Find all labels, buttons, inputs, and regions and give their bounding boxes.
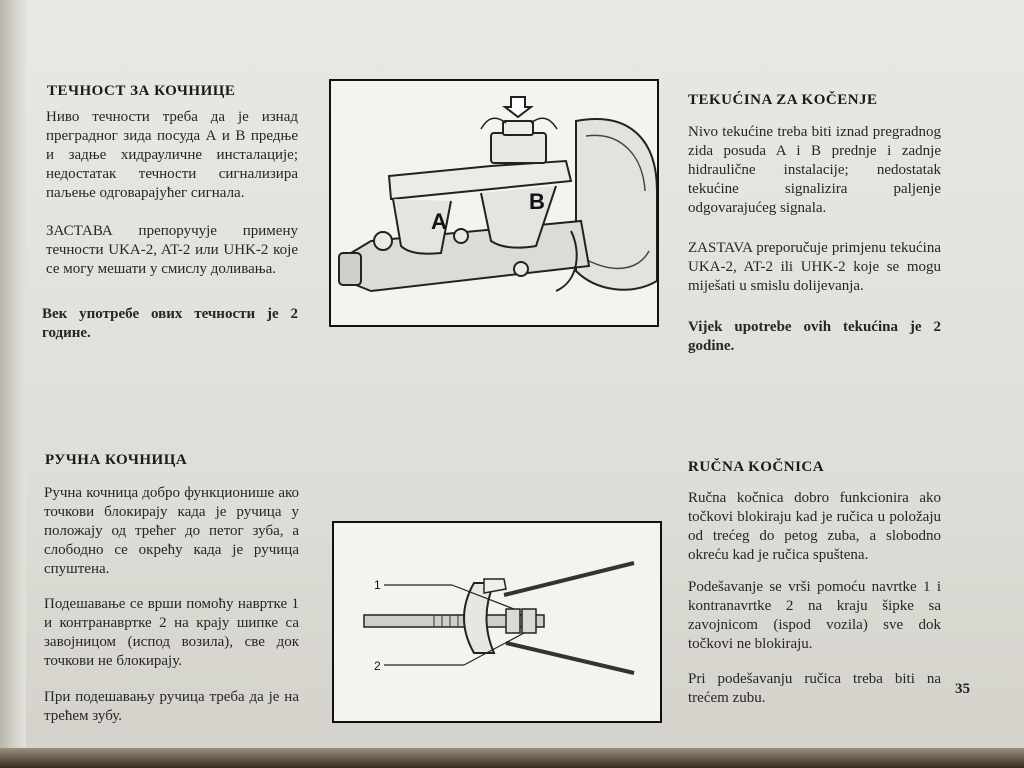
reservoir-label-b: B (529, 189, 545, 214)
right-section2-paragraph-1: Ručna kočnica dobro funkcionira ako točkovi blokiraju kad je ručica u položaju od trećeg do petog zuba, a slobodno okreću kad je ručica spuštena. (688, 490, 941, 563)
lock-nut-label-2: 2 (374, 659, 381, 673)
right-section1-note: Vijek upotrebe ovih tekućina je 2 godine. (688, 319, 941, 354)
left-section2-paragraph-1: Ручна кочница добро функционише ако точкови блокирају када је ручица у положају од трећег до петог зуба, а слободно се окрећу када је ручица спуштена. (44, 485, 299, 577)
hand-brake-adjustment-figure (332, 521, 662, 723)
reservoir-label-a: A (431, 209, 447, 234)
left-section1-title: ТЕЧНОСТ ЗА КОЧНИЦЕ (47, 83, 236, 99)
left-section1-paragraph-2: ЗАСТАВА препоручује примену течности UKA-2, AT-2 или UHK-2 које се могу мешати у смислу доливања. (46, 223, 298, 277)
right-section2-title: RUČNA KOČNICA (688, 459, 825, 475)
brake-fluid-reservoir-figure (329, 79, 659, 327)
left-section1-paragraph-1: Ниво течности треба да је изнад преградног зида посуда А и В предње и задње хидрауличне инсталације; недостатак течности сигнализира паљење одговарајућег сигнала. (46, 109, 298, 201)
left-section2-paragraph-2: Подешавање се врши помоћу навртке 1 и контранавртке 2 на крају шипке са завојницом (испод возила), све док точкови не блокирају. (44, 596, 299, 669)
hand-brake-cable-illustration (334, 523, 660, 721)
master-cylinder-illustration (331, 81, 657, 325)
right-section1-title: TEKUĆINA ZA KOČENJE (688, 92, 878, 108)
left-section2-title: РУЧНА КОЧНИЦА (45, 452, 188, 468)
book-bottom-edge (0, 748, 1024, 768)
previous-page-edge (0, 0, 26, 768)
page-number: 35 (955, 681, 970, 697)
adjust-nut-label-1: 1 (374, 578, 381, 592)
left-section1-note: Век употребе ових течности је 2 године. (42, 306, 298, 341)
right-section1-paragraph-1: Nivo tekućine treba biti iznad pregradnog zida posuda A i B prednje i zadnje hidraulične instalacije; nedostatak tekućine signalizira paljenje odgovarajućeg signala. (688, 124, 941, 216)
right-section2-paragraph-2: Podešavanje se vrši pomoću navrtke 1 i kontranavrtke 2 na kraju šipke sa zavojnicom (ispod vozila) sve dok točkovi ne blokiraju. (688, 579, 941, 652)
right-section2-paragraph-3: Pri podešavanju ručica treba biti na trećem zubu. (688, 671, 941, 706)
right-section1-paragraph-2: ZASTAVA preporučuje primjenu tekućina UKA-2, AT-2 ili UHK-2 koje se mogu miješati u smislu dolijevanja. (688, 240, 941, 294)
left-section2-paragraph-3: При подешавању ручица треба да је на трећем зубу. (44, 689, 299, 724)
